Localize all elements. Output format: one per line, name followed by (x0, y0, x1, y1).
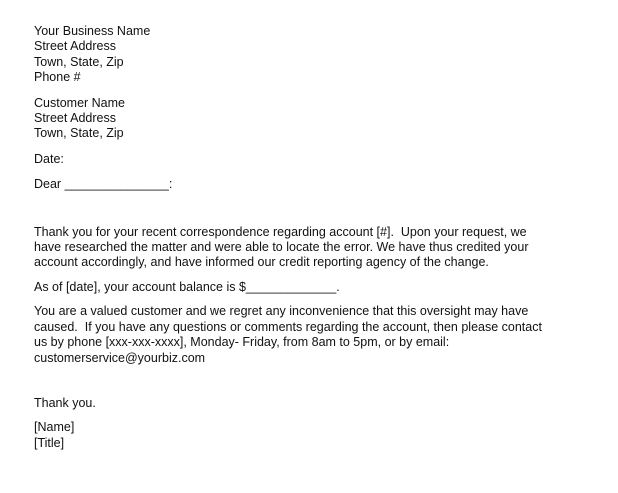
paragraph-line: caused. If you have any questions or comments regarding the account, then please contact (34, 319, 542, 334)
signature-name: [Name] (34, 420, 75, 435)
letter-page (34, 24, 604, 451)
recipient-town-state-zip: Town, State, Zip (34, 126, 124, 141)
paragraph-line: have researched the matter and were able to locate the error. We have thus credited your (34, 240, 529, 255)
closing-block (34, 396, 604, 411)
sender-town-state-zip: Town, State, Zip (34, 54, 124, 69)
paragraph-line: us by phone [xxx-xxx-xxxx], Monday- Friday, from 8am to 5pm, or by email: (34, 335, 450, 350)
paragraph-balance (34, 280, 604, 295)
salutation: Dear _______________: (34, 177, 173, 192)
paragraph-line: As of [date], your account balance is $_____________. (34, 279, 340, 294)
paragraph-account-correction (34, 225, 604, 271)
sender-phone: Phone # (34, 70, 81, 85)
closing: Thank you. (34, 395, 96, 410)
date-block (34, 152, 604, 167)
date-label: Date: (34, 151, 64, 166)
recipient-street-address: Street Address (34, 111, 116, 126)
paragraph-line: account accordingly, and have informed our credit reporting agency of the change. (34, 255, 489, 270)
signature-block (34, 420, 604, 451)
paragraph-line: You are a valued customer and we regret any inconvenience that this oversight may have (34, 304, 529, 319)
contact-email: customerservice@yourbiz.com (34, 350, 206, 365)
salutation-block (34, 177, 604, 192)
recipient-address-block (34, 96, 604, 142)
sender-street-address: Street Address (34, 39, 116, 54)
paragraph-line: Thank you for your recent correspondence regarding account [#]. Upon your request, we (34, 224, 527, 239)
paragraph-contact (34, 304, 604, 366)
sender-address-block (34, 24, 604, 86)
signature-title: [Title] (34, 435, 65, 450)
sender-business-name: Your Business Name (34, 24, 151, 38)
recipient-name: Customer Name (34, 95, 125, 110)
